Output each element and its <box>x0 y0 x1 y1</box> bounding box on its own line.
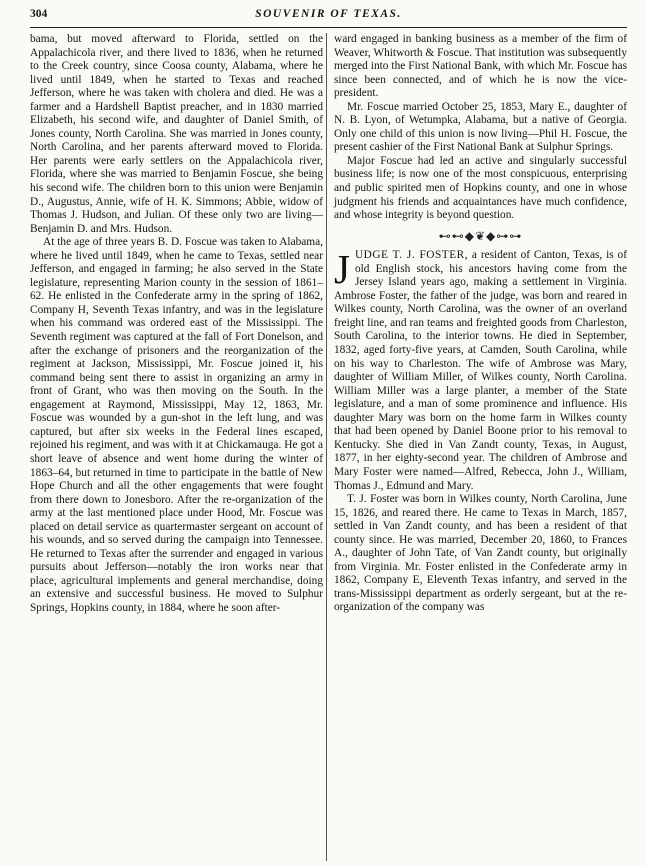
foster-lead-text: a resident of Canton, Texas, is of old English stock, his ancestors having come from the Jersey Island years ago, making a settlement in Virginia. Ambrose Foster, the father of the judge, was born and reared in Wilkes county, North Carolina, was the owner of an overland freight line, and ran teams and freighted goods from Charleston, South Carolina, to the interior towns. He died in September, 1832, aged forty-five years, at Camden, South Carolina, while on his way to Charleston. The wife of Ambrose was Mary, daughter of William Miller, of Wilkes county, North Carolina. William Miller was a large planter, a member of the State legislature, and a man of some prominence and influence. His daughter Mary was born on the home farm in Wilkes county that had been opened by Daniel Boone prior to his removal to Kentucky. She died in Van Zandt county, Texas, in August, 1877, in her eighty-second year. The children of Ambrose and Mary Foster were named—Alfred, Rebecca, John J., William, Thomas J., Edmund and Mary. <box>334 249 627 492</box>
paragraph-foscue-ancestry: bama, but moved afterward to Florida, settled on the Appalachicola river, and there lived to 1836, when he returned to the Creek country, since Coosa county, Alabama, where he lived until 1849, when he started to Texas and reached Jefferson, where he was taken with cholera and died. He was a farmer and a Hardshell Baptist preacher, and in 1830 married Elizabeth, his second wife, and daughter of Daniel Smith, of Jones county, North Carolina. She was married in Jones county, North Carolina, and her parents afterward moved to Florida. Her parents were early settlers on the Appalachicola river, Florida, where she was married to Benjamin Foscue, she being his second wife. The children born to this union were Benjamin D., Augustus, Annie, wife of H. K. Simmons; Abbie, widow of Thomas J. Hudson, and Julian. Of these only two are living—Benjamin D. and Mrs. Hudson. <box>30 33 323 235</box>
paragraph-foster-life: T. J. Foster was born in Wilkes county, North Carolina, June 15, 1826, and reared there. He came to Texas in March, 1857, settled in Van Zandt county, and has been a resident of that county since. He was married, December 20, 1860, to Frances A., daughter of John Tate, of Van Zandt county, but originally from Virginia. Mr. Foster enlisted in the Confederate army in 1862, Company E, Eleventh Texas infantry, and served in the trans-Mississippi department as orderly sergeant, but at the re-organization of the company was <box>334 493 627 614</box>
foster-lead-caps: UDGE T. J. FOSTER, <box>354 249 469 262</box>
right-column <box>334 33 627 615</box>
header-rule <box>30 27 627 28</box>
column-divider <box>326 33 327 861</box>
paragraph-foscue-banking: ward engaged in banking business as a member of the firm of Weaver, Whitworth & Foscue. That institution was subsequently merged into the First National Bank, with which Mr. Foscue has since been connected, and of which he is now the vice-president. <box>334 33 627 100</box>
section-ornament: ⊷⊷◆❦◆⊶⊶ <box>438 228 523 243</box>
paragraph-foscue-career: At the age of three years B. D. Foscue was taken to Alabama, where he lived until 1849, when he came to Texas, settled near Jefferson, and engaged in farming; he also served in the State legislature, representing Marion county in the session of 1861–62. He enlisted in the Confederate army in the spring of 1862, Company H, Seventh Texas infantry, and was in the legislature when his command was ordered east of the Mississippi. The Seventh regiment was captured at the fall of Fort Donelson, and after the exchange of prisoners and the reorganization of the regiment at Jackson, Mississippi, Mr. Foscue joined it, his command being sent there to assist in organizing an army in front of Grant, who was then moving on the South. In the engagement at Raymond, Mississippi, May 12, 1863, Mr. Foscue was wounded by a gun-shot in the left lung, and was captured, but after six weeks in the Federal lines escaped, rejoined his regiment, and was with it at Chickamauga. He got a short leave of absence and went home during the winter of 1863–64, but returned in time to participate in the battle of New Hope Church and all the other engagements that were fought from there down to Jonesboro. After the re-organization of the army at the last mentioned place under Hood, Mr. Foscue was placed on detail service as quartermaster sergeant on account of his wounds, and so served during the campaign into Tennessee. He returned to Texas after the surrender and engaged in various pursuits about Jefferson—notably the iron works near that place, agricultural implements and general merchandise, doing an extensive and successful business. He moved to Sulphur Springs, Hopkins county, in 1884, where he soon after- <box>30 236 323 614</box>
running-head: SOUVENIR OF TEXAS. <box>255 8 402 20</box>
left-column <box>30 33 323 616</box>
page-number: 304 <box>30 8 48 20</box>
page-header <box>30 8 627 26</box>
paragraph-foscue-marriage: Mr. Foscue married October 25, 1853, Mary E., daughter of N. B. Lyon, of Wetumpka, Alabama, but a native of Georgia. Only one child of this union is now living—Phil H. Foscue, the present cashier of the First National Bank at Sulphur Springs. <box>334 100 627 154</box>
drop-cap-letter: J <box>334 246 350 293</box>
paragraph-foster-intro <box>334 246 627 493</box>
paragraph-foscue-character: Major Foscue had led an active and singularly successful business life; is now one of the most conspicuous, enterprising and public spirited men of Hopkins county, and one in whose judgment his friends and acquaintances have much confidence, and whose integrity is beyond question. <box>334 154 627 222</box>
